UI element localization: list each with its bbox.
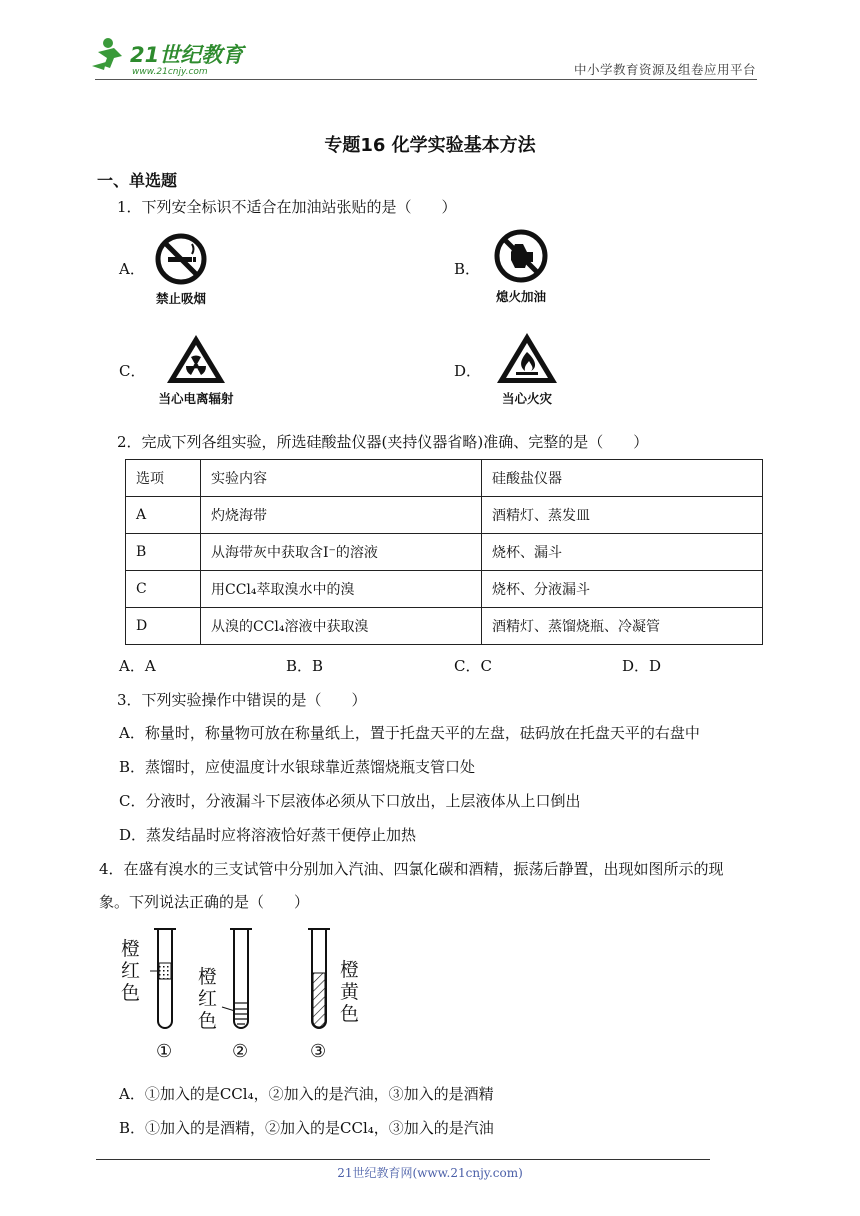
tube-1-layer — [159, 963, 171, 979]
table-cell: B — [126, 534, 201, 571]
table-row — [126, 534, 763, 571]
q2-answer-d: D．D — [622, 657, 662, 675]
logo-text: 21世纪教育 — [130, 43, 244, 67]
q1-option-b-letter: B． — [454, 260, 481, 278]
tube-3-label — [340, 959, 359, 1025]
tube-3-layer — [313, 973, 325, 1027]
platform-name: 中小学教育资源及组卷应用平台 — [573, 62, 756, 77]
q1-stem: 1．下列安全标识不适合在加油站张贴的是（ ） — [117, 198, 457, 216]
tube-2-number: ② — [232, 1041, 249, 1062]
q4-stem-line1: 4．在盛有溴水的三支试管中分别加入汽油、四氯化碳和酒精，振荡后静置，出现如图所示的现 — [99, 860, 724, 878]
table-cell: 从溴的CCl₄溶液中获取溴 — [201, 608, 482, 645]
tube-2-layer — [235, 1009, 247, 1024]
q4-option-a: A．①加入的是CCl₄，②加入的是汽油，③加入的是酒精 — [119, 1085, 494, 1103]
q3-option-d: D．蒸发结晶时应将溶液恰好蒸干便停止加热 — [119, 826, 417, 844]
logo-url: www.21cnjy.com — [132, 67, 208, 77]
table-cell: A — [126, 497, 201, 534]
q1-option-a-caption: 禁止吸烟 — [155, 291, 206, 306]
fire-warning-icon — [494, 330, 560, 386]
page-title: 专题16 化学实验基本方法 — [324, 135, 536, 156]
q4-option-b: B．①加入的是酒精，②加入的是CCl₄，③加入的是汽油 — [119, 1119, 494, 1137]
q2-stem: 2．完成下列各组实验，所选硅酸盐仪器(夹持仪器省略)准确、完整的是（ ） — [117, 433, 649, 451]
table-cell: 从海带灰中获取含I⁻的溶液 — [201, 534, 482, 571]
q3-stem: 3．下列实验操作中错误的是（ ） — [117, 691, 367, 709]
q2-table — [125, 459, 763, 645]
table-cell: 酒精灯、蒸发皿 — [482, 497, 763, 534]
table-header-cell: 硅酸盐仪器 — [482, 460, 763, 497]
tube-1-label-text: 橙 红 色 — [121, 938, 141, 1004]
tube-1-label — [121, 938, 140, 1004]
site-logo — [92, 36, 262, 78]
q1-option-d-letter: D． — [454, 362, 482, 380]
tube-2-label-text: 橙 红 色 — [198, 966, 218, 1032]
q4-stem-line2: 象。下列说法正确的是（ ） — [99, 893, 310, 911]
table-header-cell: 选项 — [126, 460, 201, 497]
table-header-row — [126, 460, 763, 497]
engine-off-icon — [493, 228, 549, 284]
tube-2-label — [198, 966, 217, 1032]
table-cell: C — [126, 571, 201, 608]
radiation-warning-icon — [164, 332, 228, 386]
q3-option-b: B．蒸馏时，应使温度计水银球靠近蒸馏烧瓶支管口处 — [119, 758, 476, 776]
footer-text: 21世纪教育网(www.21cnjy.com) — [337, 1166, 523, 1180]
no-smoking-icon — [154, 232, 208, 286]
q1-option-a-sign — [136, 232, 226, 307]
table-row — [126, 497, 763, 534]
tube-1-number: ① — [156, 1041, 173, 1062]
q3-option-a: A．称量时，称量物可放在称量纸上，置于托盘天平的左盘，砝码放在托盘天平的右盘中 — [119, 724, 700, 742]
q3-option-c: C．分液时，分液漏斗下层液体必须从下口放出，上层液体从上口倒出 — [119, 792, 581, 810]
tube-3-number: ③ — [310, 1041, 327, 1062]
footer-divider — [96, 1159, 710, 1160]
table-cell: 酒精灯、蒸馏烧瓶、冷凝管 — [482, 608, 763, 645]
q2-answer-c: C．C — [454, 657, 492, 675]
q1-option-b-sign — [476, 228, 566, 305]
table-cell: 烧杯、分液漏斗 — [482, 571, 763, 608]
q1-option-c-sign — [146, 332, 246, 407]
section-heading: 一、单选题 — [97, 171, 178, 190]
table-cell: 烧杯、漏斗 — [482, 534, 763, 571]
table-row — [126, 608, 763, 645]
table-header-cell: 实验内容 — [201, 460, 482, 497]
test-tubes-figure — [150, 925, 350, 1035]
q1-option-c-letter: C． — [119, 362, 146, 380]
q1-option-b-caption: 熄火加油 — [495, 289, 546, 304]
q1-option-a-letter: A． — [119, 260, 145, 278]
q2-answer-b: B．B — [286, 657, 324, 675]
table-cell: 用CCl₄萃取溴水中的溴 — [201, 571, 482, 608]
tube-3-label-text: 橙 黄 色 — [340, 959, 360, 1025]
q1-option-c-caption: 当心电离辐射 — [158, 391, 234, 406]
test-tube-2 — [230, 929, 252, 1028]
header-divider — [95, 79, 757, 80]
q1-option-d-sign — [482, 330, 572, 407]
table-cell: 灼烧海带 — [201, 497, 482, 534]
q2-answer-a: A．A — [119, 657, 156, 675]
q1-option-d-caption: 当心火灾 — [501, 391, 552, 406]
table-cell: D — [126, 608, 201, 645]
table-row — [126, 571, 763, 608]
